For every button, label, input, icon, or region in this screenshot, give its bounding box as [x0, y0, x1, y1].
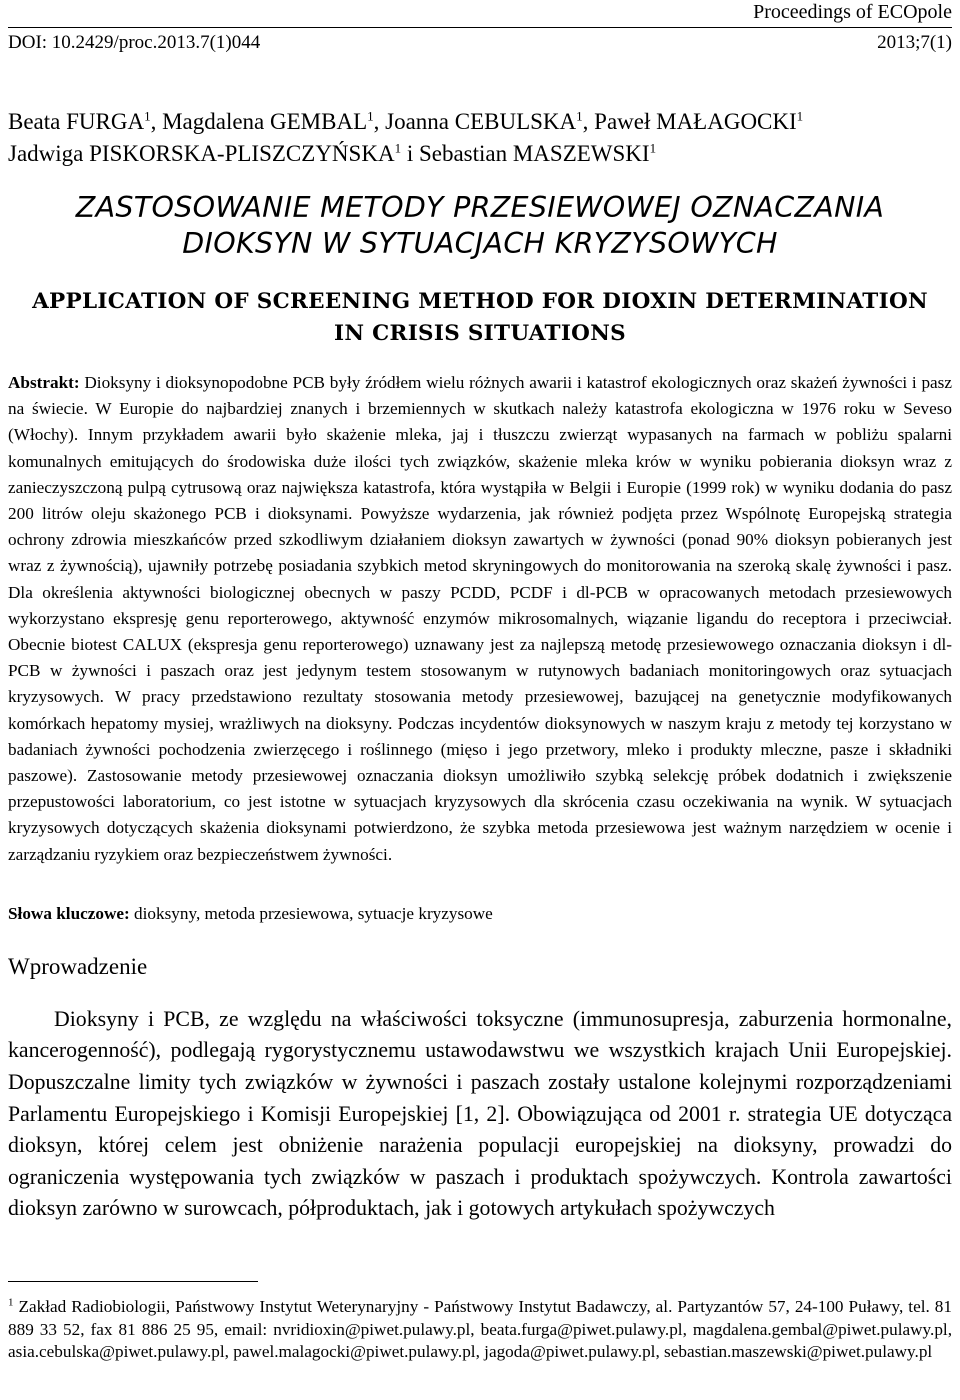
author-separator: ,: [373, 109, 386, 134]
author-affiliation-marker: 1: [144, 108, 151, 124]
author-name: Magdalena GEMBAL: [162, 109, 368, 134]
author-name: Paweł MAŁAGOCKI: [594, 109, 797, 134]
footnote-divider: [8, 1281, 258, 1282]
doi-row: [8, 27, 952, 54]
doi: DOI: 10.2429/proc.2013.7(1)044: [8, 32, 261, 53]
keywords: [8, 902, 952, 926]
keywords-label: Słowa kluczowe:: [8, 903, 130, 923]
author-affiliation-marker: 1: [649, 140, 657, 156]
title-english: [8, 286, 952, 350]
authors-line-1: [8, 106, 952, 138]
paper-page: [8, 0, 957, 1364]
footnote-text: Zakład Radiobiologii, Państwowy Instytut Weterynaryjny - Państwowy Instytut Badawczy, al. Partyzantów 57, 24-100 Puławy, tel. 81 889 33 52, fax 81 886 25 95, email: nvridioxin@piwet.pulawy.pl, beata.furga@piwet.pulawy.pl, magdalena.gembal@piwet.pulawy.pl, asia.cebulska@piwet.pulawy.pl, pawel.malagocki@piwet.pulawy.pl, jagoda@piwet.pulawy.pl, sebastian.maszewski@piwet.pulawy.pl: [8, 1297, 957, 1362]
author-name: Joanna CEBULSKA: [385, 109, 577, 134]
title-english-line: APPLICATION OF SCREENING METHOD FOR DIOXIN DETERMINATION: [32, 289, 928, 314]
author-separator: ,: [582, 109, 595, 134]
author-affiliation-marker: 1: [576, 108, 583, 124]
title-polish-line: ZASTOSOWANIE METODY PRZESIEWOWEJ OZNACZANIA: [75, 191, 885, 224]
title-polish-line: DIOKSYN W SYTUACJACH KRYZYSOWYCH: [182, 227, 778, 260]
abstract-label: Abstrakt:: [8, 373, 80, 392]
author-separator: ,: [150, 109, 163, 134]
journal-name: Proceedings of ECOpole: [753, 1, 952, 23]
author-name: Beata FURGA: [8, 109, 145, 134]
keywords-text: dioksyny, metoda przesiewowa, sytuacje kryzysowe: [129, 903, 493, 923]
authors-line-2: [8, 138, 952, 170]
authors: [8, 106, 952, 170]
introduction-paragraph: Dioksyny i PCB, ze względu na właściwości toksyczne (immunosupresja, zaburzenia hormonalne, kancerogenność), podlegają rygorystycznemu ustawodawstwu we wszystkich krajach Unii Europejskiej. Dopuszczalne limity tych związków w żywności i paszach zostały ustalone kolejnymi rozporządzeniami Parlamentu Europejskiego i Komisji Europejskiej [1, 2]. Obowiązująca od 2001 r. strategia UE dotycząca dioksyn, której celem jest obniżenie narażenia populacji europejskiej na dioksyny, prowadzi do ograniczenia występowania tych związków w paszach i produktach spożywczych. Kontrola zawartości dioksyn zarówno w surowcach, półproduktach, jak i gotowych artykułach spożywczych: [8, 1006, 952, 1221]
title-polish: [8, 190, 952, 262]
abstract-text: Dioksyny i dioksynopodobne PCB były źródłem wielu różnych awarii i katastrof ekologicznych oraz skażeń żywności i pasz na świecie. W Europie do najbardziej znanych i brzemiennych w skutkach należy katastrofa ekologiczna w 1976 roku w Seveso (Włochy). Innym przykładem awarii było skażenie mleka, jaj i tłuszczu zwierząt wypasanych na farmach w pobliżu spalarni komunalnych emitujących do środowiska duże ilości tych związków, skażenie mleka krów w wyniku pobierania dioksyn wraz z zanieczyszczoną pulpą cytrusową oraz największa katastrofa, która wystąpiła w Belgii i Europie (1999 rok) w wyniku dodania do pasz 200 litrów oleju skażonego PCB i dioksynami. Powyższe wydarzenia, jak również podjęta przez Wspólnotę Europejską strategia ochrony zdrowia mieszkańców przed szkodliwym działaniem dioksyn zawartych w żywności (ponad 90% dioksyn pobieranych jest wraz z żywnością), ujawniły potrzebę posiadania szybkich metod skryningowych do monitorowania na szeroką skalę żywności i pasz. Dla określenia aktywności biologicznej obecnych w paszy PCDD, PCDF i dl-PCB w opracowanych metodach przesiewowych wykorzystano ekspresję genu reporterowego, aktywność enzymów mikrosomalnych, wiązanie ligandu do receptora i przeciwciał. Obecnie biotest CALUX (ekspresja genu reporterowego) uznawany jest za najlepszą metodę przesiewowego oznaczania dioksyn i dl-PCB w żywności i paszach oraz jest jedynym testem stosowanym w rutynowych badaniach monitoringowych oraz sytuacjach kryzysowych. W pracy przedstawiono rezultaty stosowania metody przesiewowej, bazującej na genetycznie modyfikowanych komórkach hepatomy mysiej, wrażliwych na dioksyny. Podczas incydentów dioksynowych w naszym kraju z metody tej korzystano w badaniach żywności pochodzenia zwierzęcego i roślinnego (mięso i jego przetwory, mleko i produkty mleczne, pasze i składniki paszowe). Zastosowanie metody przesiewowej oznaczania dioksyn umożliwiło szybką selekcję próbek dodatnich i zwiększenie przepustowości laboratorium, co jest istotne w sytuacjach kryzysowych dla skrócenia czasu oczekiwania na wynik. W sytuacjach kryzysowych dotyczących skażenia dioksynami potwierdzono, że szybka metoda przesiewowa jest ważnym narzędziem w ocenie i zarządzaniu ryzykiem oraz bezpieczeństwem żywności.: [8, 373, 957, 864]
author-name: Sebastian MASZEWSKI: [418, 141, 650, 166]
author-affiliation-marker: 1: [367, 108, 374, 124]
author-name: Jadwiga PISKORSKA-PLISZCZYŃSKA: [8, 141, 395, 166]
abstract: [8, 370, 957, 868]
volume: 2013;7(1): [877, 32, 952, 53]
author-affiliation-marker: 1: [394, 140, 402, 156]
section-heading-introduction: Wprowadzenie: [8, 953, 148, 979]
author-affiliation-marker: 1: [796, 108, 804, 124]
title-english-line: IN CRISIS SITUATIONS: [334, 321, 626, 346]
affiliation-footnote: [8, 1296, 957, 1364]
author-separator: i: [401, 141, 419, 166]
footnote-marker: 1: [8, 1296, 14, 1309]
